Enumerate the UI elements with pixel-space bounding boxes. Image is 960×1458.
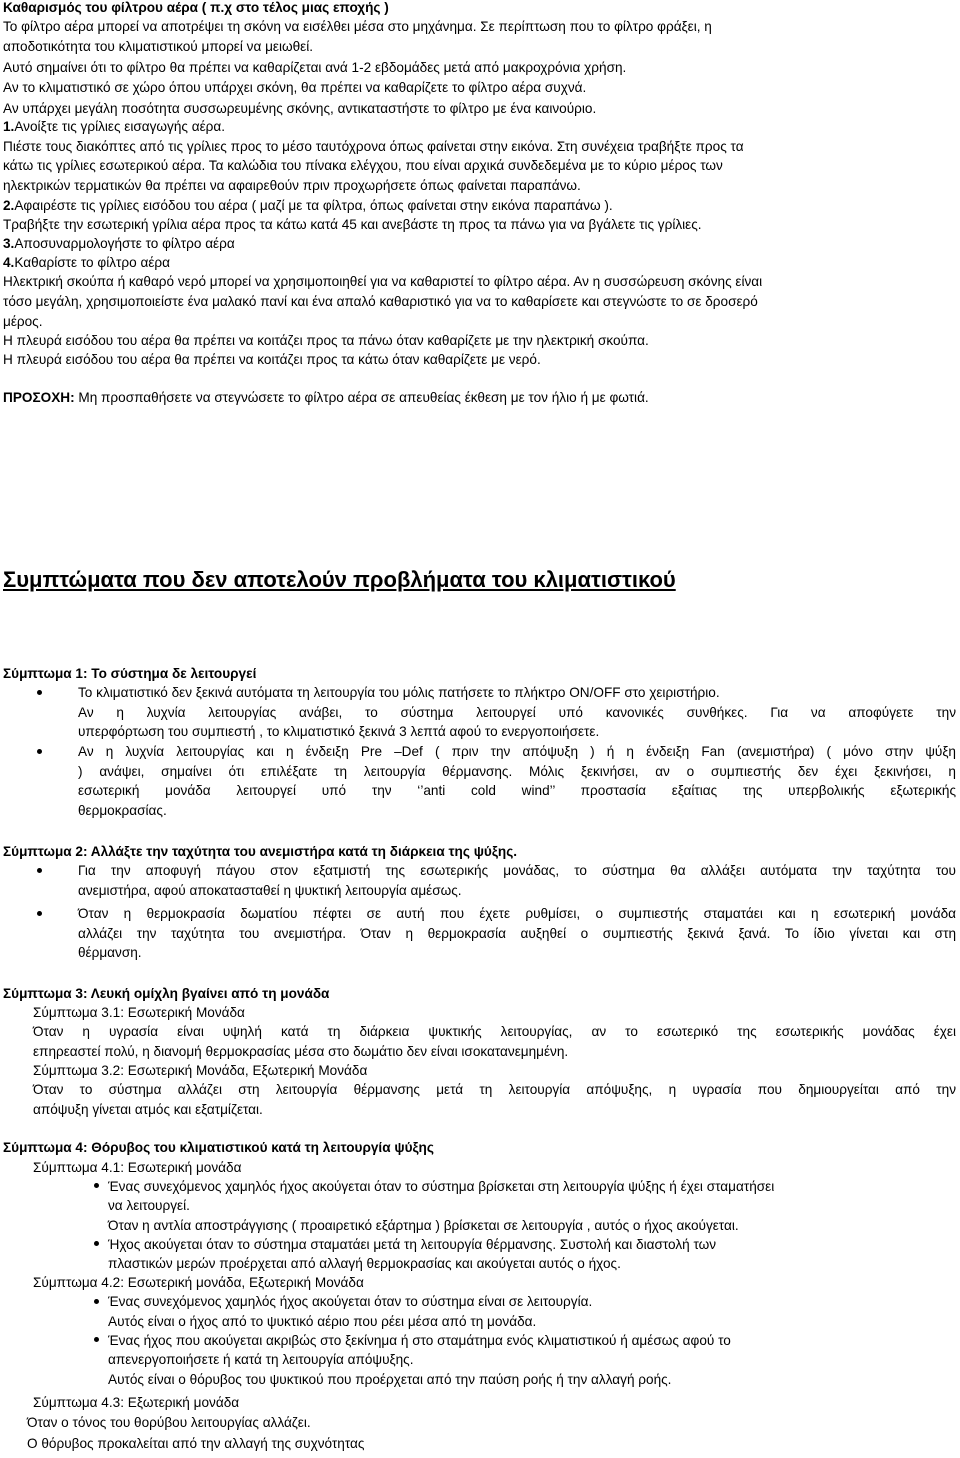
bullet-icon <box>37 911 42 916</box>
filter-line: Αν υπάρχει μεγάλη ποσότητα συσσωρευμένης σκόνης, αντικαταστήστε το φίλτρο με ένα καινούριο. <box>3 101 597 116</box>
symptom-line: Το κλιματιστικό δεν ξεκινά αυτόματα τη λειτουργία του μόλις πατήσετε το πλήκτρο ON/OFF στο χειριστήριο. <box>78 685 720 700</box>
symptom-4-title: Σύμπτωμα 4: Θόρυβος του κλιματιστικού κατά τη λειτουργία ψύξης <box>3 1140 434 1155</box>
step-1-line: Πιέστε τους διακόπτες από τις γρίλιες προς το μέσο ταυτόχρονα όπως φαίνεται στην εικόνα. Στη συνέχεια τραβήξτε προς τα <box>3 139 744 154</box>
symptom-line: υπερφόρτωση του συμπιεστή , το κλιματιστικό ξεκινά 3 λεπτά αφού το ενεργοποιήσετε. <box>78 724 600 739</box>
step-3 <box>3 234 235 253</box>
symptom-line: θέρμανση. <box>78 945 142 960</box>
symptom-line: ανεμιστήρα, αφού αποκατασταθεί η ψυκτική λειτουργία αμέσως. <box>78 883 462 898</box>
symptom-line: να λειτουργεί. <box>108 1198 190 1213</box>
caution-label: ΠΡΟΣΟΧΗ: <box>3 390 75 405</box>
step-4 <box>3 253 170 272</box>
symptom-line: Όταν ο τόνος του θορύβου λειτουργίας αλλάζει. <box>27 1415 311 1430</box>
symptom-line: Όταν η υγρασία είναι υψηλή κατά τη διάρκεια ψυκτικής λειτουργίας, αν το εσωτερικό της εσωτερικής μονάδας έχει <box>33 1024 956 1039</box>
caution-text: Μη προσπαθήσετε να στεγνώσετε το φίλτρο αέρα σε απευθείας έκθεση με τον ήλιο ή με φωτιά. <box>74 390 649 405</box>
subsymptom-title: Σύμπτωμα 4.2: Εσωτερική μονάδα, Εξωτερική Μονάδα <box>33 1275 364 1290</box>
symptom-line: Όταν η θερμοκρασία δωματίου πέφτει σε αυτή που έχετε ρυθμίσει, ο συμπιεστής σταματάει και η εσωτερική μονάδα <box>78 906 956 921</box>
symptom-line: απενεργοποιήσετε ή κατά τη λειτουργία απόψυξης. <box>108 1352 414 1367</box>
symptom-line: επηρεαστεί πολύ, η διανομή θερμοκρασίας μέσα στο δωμάτιο δεν είναι ισοκατανεμημένη. <box>33 1044 569 1059</box>
symptom-line: Όταν η αντλία αποστράγγισης ( προαιρετικό εξάρτημα ) βρίσκεται σε λειτουργία , αυτός ο ήχος ακούγεται. <box>108 1218 739 1233</box>
symptom-line: Ο θόρυβος προκαλείται από την αλλαγή της συχνότητας <box>27 1436 365 1451</box>
symptom-line: Ένας συνεχόμενος χαμηλός ήχος ακούγεται όταν το σύστημα βρίσκεται στη λειτουργία ψύξης ή έχει σταματήσει <box>108 1179 775 1194</box>
symptom-line: Αν η λυχνία λειτουργίας και η ένδειξη Pre –Def ( πριν την απόψυξη ) ή η ένδειξη Fan (ανεμιστήρα) ( μόνο στην ψύξη <box>78 744 956 759</box>
step-4-line: Ηλεκτρική σκούπα ή καθαρό νερό μπορεί να χρησιμοποιηθεί για να καθαριστεί το φίλτρο αέρα. Αν η συσσώρευση σκόνης είναι <box>3 274 763 289</box>
step-4-line: μέρος. <box>3 314 43 329</box>
symptom-line: αλλάζει την ταχύτητα του ανεμιστήρα. Όταν η θερμοκρασία αυξηθεί ο συμπιεστής ξεκινά ξανά. Το ίδιο γίνεται και στη <box>78 926 956 941</box>
symptom-line: Για την αποφυγή πάγου στον εξατμιστή της εσωτερικής μονάδας, το σύστημα θα αλλάξει αυτόματα την ταχύτητα του <box>78 863 956 878</box>
symptom-line: Όταν το σύστημα αλλάζει στη λειτουργία θέρμανσης μετά τη λειτουργία απόψυξης, η υγρασία που δημιουργείται από την <box>33 1082 956 1097</box>
step-title: Καθαρίστε το φίλτρο αέρα <box>14 255 170 270</box>
step-4-line: Η πλευρά εισόδου του αέρα θα πρέπει να κοιτάζει προς τα κάτω όταν καθαρίζετε με νερό. <box>3 352 541 367</box>
filter-line: Αυτό σημαίνει ότι το φίλτρο θα πρέπει να καθαρίζεται ανά 1-2 εβδομάδες μετά από μακροχρόνια χρήση. <box>3 60 627 75</box>
symptom-line: Ένας συνεχόμενος χαμηλός ήχος ακούγεται όταν το σύστημα είναι σε λειτουργία. <box>108 1294 593 1309</box>
step-number: 1. <box>3 119 15 134</box>
caution-note <box>3 388 649 407</box>
filter-line: Το φίλτρο αέρα μπορεί να αποτρέψει τη σκόνη να εισέλθει μέσα στο μηχάνημα. Σε περίπτωση που το φίλτρο φράξει, η <box>3 19 712 34</box>
subsymptom-title: Σύμπτωμα 4.3: Εξωτερική μονάδα <box>33 1395 240 1410</box>
symptom-line: Αν η λυχνία λειτουργίας ανάβει, το σύστημα λειτουργεί υπό κανονικές συνθήκες. Για να αποφύγετε την <box>78 705 956 720</box>
step-number: 4. <box>3 255 15 270</box>
bullet-icon <box>94 1183 99 1188</box>
symptom-line: Ένας ήχος που ακούγεται ακριβώς στο ξεκίνημα ή στο σταμάτημα ενός κλιματιστικού ή αμέσως αφού το <box>108 1333 731 1348</box>
filter-line: αποδοτικότητα του κλιματιστικού μπορεί να μειωθεί. <box>3 39 314 54</box>
symptoms-heading: Συμπτώματα που δεν αποτελούν προβλήματα του κλιματιστικού <box>3 567 676 592</box>
step-number: 2. <box>3 198 15 213</box>
filter-line: Αν το κλιματιστικό σε χώρο όπου υπάρχει σκόνη, θα πρέπει να καθαρίζετε το φίλτρο αέρα συχνά. <box>3 80 587 95</box>
subsymptom-title: Σύμπτωμα 3.1: Εσωτερική Μονάδα <box>33 1005 245 1020</box>
step-4-line: τόσο μεγάλη, χρησιμοποιείστε ένα μαλακό πανί και ένα απαλό καθαριστικό για να το καθαρίσετε και στεγνώστε το σε δροσερό <box>3 294 758 309</box>
step-2-line: Τραβήξτε την εσωτερική γρίλια αέρα προς τα κάτω κατά 45 και ανεβάστε τη προς τα πάνω για να βγάλετε τις γρίλιες. <box>3 217 702 232</box>
symptom-line: Ήχος ακούγεται όταν το σύστημα σταματάει μετά τη λειτουργία θέρμανσης. Συστολή και διαστολή των <box>108 1237 717 1252</box>
bullet-icon <box>37 749 42 754</box>
bullet-icon <box>37 868 42 873</box>
symptom-line: θερμοκρασίας. <box>78 803 167 818</box>
symptom-3-title: Σύμπτωμα 3: Λευκή ομίχλη βγαίνει από τη μονάδα <box>3 986 330 1001</box>
bullet-icon <box>37 690 42 695</box>
symptom-line: Αυτός είναι ο ήχος από το ψυκτικό αέριο που ρέει μέσα από τη μονάδα. <box>108 1314 537 1329</box>
filter-title: Καθαρισμός του φίλτρου αέρα ( π.χ στο τέλος μιας εποχής ) <box>3 0 389 15</box>
bullet-icon <box>94 1337 99 1342</box>
bullet-icon <box>94 1241 99 1246</box>
symptom-line: εσωτερική μονάδα λειτουργεί υπό την ‘’anti cold wind’’ προστασία εξαίτιας της υπερβολικής εξωτερικής <box>78 783 956 798</box>
subsymptom-title: Σύμπτωμα 4.1: Εσωτερική μονάδα <box>33 1160 242 1175</box>
symptom-2-title: Σύμπτωμα 2: Αλλάξτε την ταχύτητα του ανεμιστήρα κατά τη διάρκεια της ψύξης. <box>3 844 518 859</box>
step-1 <box>3 117 225 136</box>
bullet-icon <box>94 1299 99 1304</box>
step-number: 3. <box>3 236 15 251</box>
symptom-line: ) ανάψει, σημαίνει ότι επιλέξατε τη λειτουργία θέρμανσης. Μόλις ξεκινήσει, αν ο συμπιεστής δεν έχει ξεκινήσει, η <box>78 764 956 779</box>
symptom-1-title: Σύμπτωμα 1: Το σύστημα δε λειτουργεί <box>3 666 257 681</box>
step-title: Αποσυναρμολογήστε το φίλτρο αέρα <box>14 236 235 251</box>
step-1-line: κάτω τις γρίλιες εσωτερικού αέρα. Τα καλώδια του πίνακα ελέγχου, που είναι αρχικά συνδεδεμένα με το κύριο μέρος των <box>3 158 723 173</box>
step-2 <box>3 196 613 215</box>
step-title: Ανοίξτε τις γρίλιες εισαγωγής αέρα. <box>14 119 226 134</box>
step-title: Αφαιρέστε τις γρίλιες εισόδου του αέρα ( μαζί με τα φίλτρα, όπως φαίνεται στην εικόνα παραπάνω ). <box>14 198 613 213</box>
symptom-line: πλαστικών μερών προέρχεται από αλλαγή θερμοκρασίας και ακούγεται αυτός ο ήχος. <box>108 1256 621 1271</box>
symptom-line: Αυτός είναι ο θόρυβος του ψυκτικού που προέρχεται από την παύση ροής ή την αλλαγή ροής. <box>108 1372 672 1387</box>
subsymptom-title: Σύμπτωμα 3.2: Εσωτερική Μονάδα, Εξωτερική Μονάδα <box>33 1063 368 1078</box>
step-1-line: ηλεκτρικών τερματικών θα πρέπει να αφαιρεθούν πριν προχωρήσετε όπως φαίνεται παραπάνω. <box>3 178 581 193</box>
step-4-line: Η πλευρά εισόδου του αέρα θα πρέπει να κοιτάζει προς τα πάνω όταν καθαρίζετε με την ηλεκτρική σκούπα. <box>3 333 649 348</box>
symptom-line: απόψυξη γίνεται ατμός και εξατμίζεται. <box>33 1102 263 1117</box>
